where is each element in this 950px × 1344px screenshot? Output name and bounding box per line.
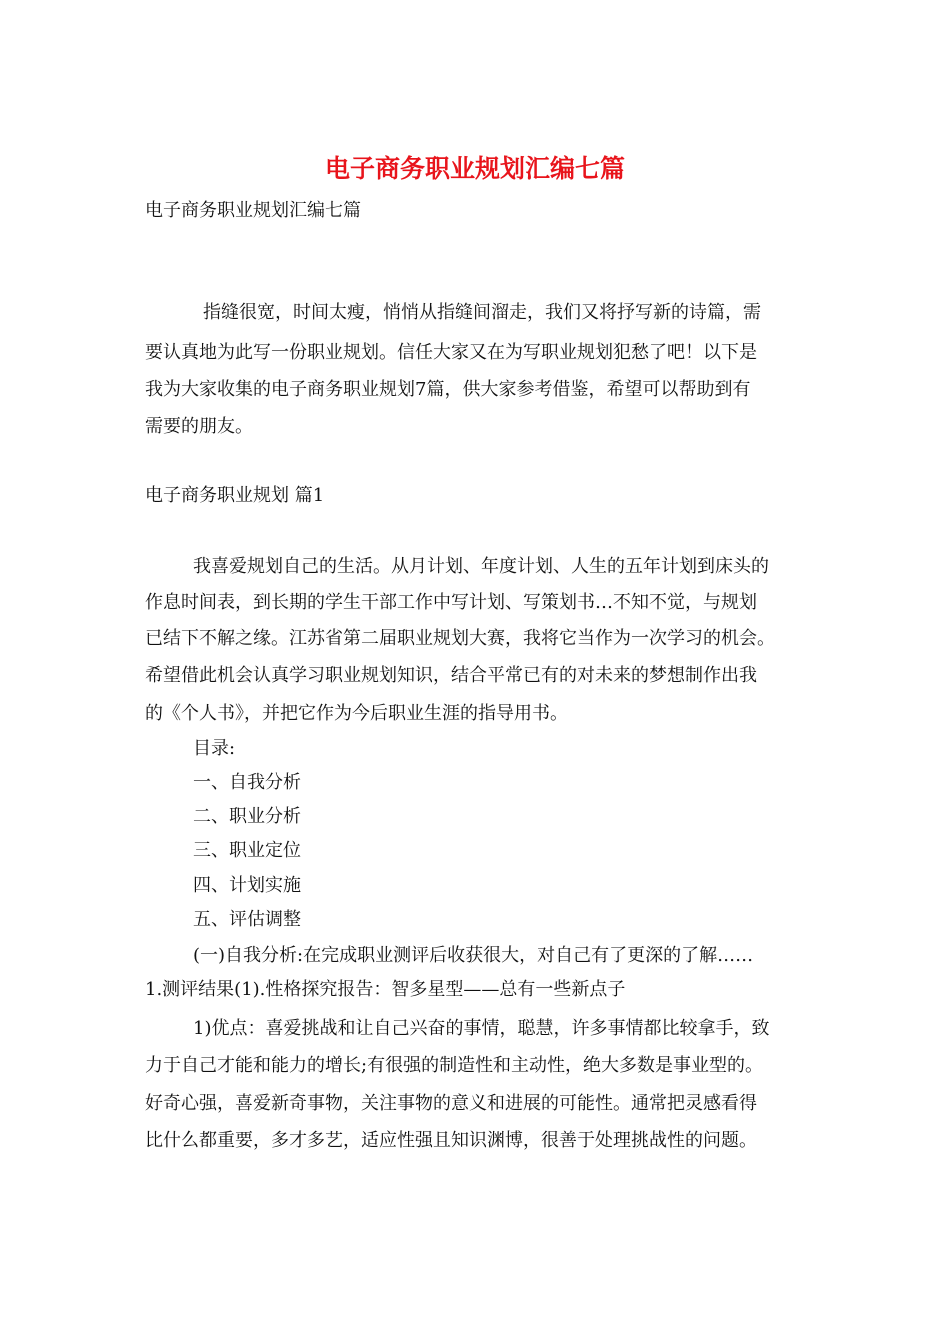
- body-line: 作息时间表，到长期的学生干部工作中写计划、写策划书…不知不觉，与规划: [145, 592, 757, 613]
- intro-line: 需要的朋友。: [145, 416, 253, 437]
- toc-item: 五、评估调整: [193, 909, 301, 930]
- document-title: 电子商务职业规划汇编七篇: [324, 154, 625, 183]
- advantage-line: 好奇心强，喜爱新奇事物，关注事物的意义和进展的可能性。通常把灵感看得: [145, 1093, 757, 1114]
- body-line: 我喜爱规划自己的生活。从月计划、年度计划、人生的五年计划到床头的: [193, 556, 769, 577]
- section-heading: 电子商务职业规划 篇1: [145, 485, 325, 506]
- intro-line: 指缝很宽，时间太瘦，悄悄从指缝间溜走，我们又将抒写新的诗篇，需: [203, 302, 761, 323]
- toc-item: 四、计划实施: [193, 875, 301, 896]
- body-line: 希望借此机会认真学习职业规划知识，结合平常已有的对未来的梦想制作出我: [145, 665, 757, 686]
- toc-item: 一、自我分析: [193, 772, 301, 793]
- advantage-line: 力于自己才能和能力的增长;有很强的制造性和主动性，绝大多数是事业型的。: [145, 1055, 764, 1076]
- body-line: 的《个人书》，并把它作为今后职业生涯的指导用书。: [145, 703, 568, 724]
- body-line: 已结下不解之缘。江苏省第二届职业规划大赛，我将它当作为一次学习的机会。: [145, 628, 775, 649]
- advantage-line: 1)优点：喜爱挑战和让自己兴奋的事情，聪慧，许多事情都比较拿手，致: [193, 1018, 770, 1039]
- document-subtitle: 电子商务职业规划汇编七篇: [145, 200, 361, 221]
- toc-item: 三、职业定位: [193, 840, 301, 861]
- toc-label: 目录:: [193, 738, 236, 759]
- advantage-line: 比什么都重要，多才多艺，适应性强且知识渊博，很善于处理挑战性的问题。: [145, 1130, 757, 1151]
- self-analysis-line: (一)自我分析:在完成职业测评后收获很大，对自己有了更深的了解……: [193, 945, 754, 966]
- test-result-line: 1.测评结果(1).性格探究报告：智多星型——总有一些新点子: [145, 979, 626, 1000]
- intro-line: 我为大家收集的电子商务职业规划7篇，供大家参考借鉴，希望可以帮助到有: [145, 379, 751, 400]
- toc-item: 二、职业分析: [193, 806, 301, 827]
- intro-line: 要认真地为此写一份职业规划。信任大家又在为写职业规划犯愁了吧！以下是: [145, 342, 757, 363]
